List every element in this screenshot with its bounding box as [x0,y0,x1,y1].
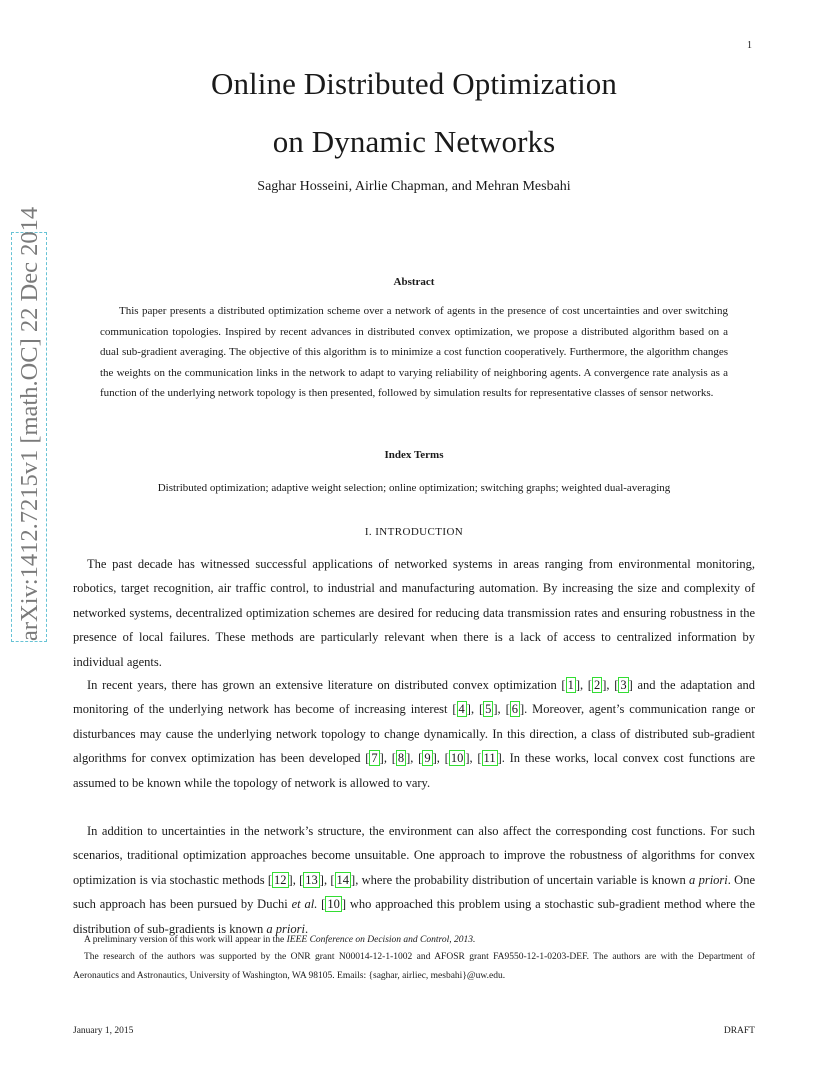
footnote-1-venue: IEEE Conference on Decision and Control, 2013. [286,935,476,945]
intro-p3-text-b: , where the probability distribution of uncertain variable is known [355,872,690,887]
footnote-1-text: A preliminary version of this work will appear in the [84,935,287,945]
citation-link-9[interactable]: 9 [424,751,431,766]
intro-p3-a-priori-1: a priori [689,872,728,887]
intro-p2-text-b: and the adaptation and monitoring of the underlying network has become of increasing interest [73,678,756,717]
citation-link-7[interactable]: 7 [371,751,378,766]
intro-p2-text-d: . In these works, local convex cost functions are assumed to be known while the topology of network is allowed to vary. [73,751,756,790]
paper-title-line-1: Online Distributed Optimization [210,66,618,101]
citation-link-11[interactable]: 11 [483,751,496,766]
intro-paragraph-3: In addition to uncertainties in the network’s structure, the environment can also affect the corresponding cost functions. For such scenarios, traditional optimization approaches become unsuitable. One approach to improve the robustness of algorithms for convex optimization is via stochastic methods [ 12 ], [ 13 ], [ 14 ], where the probability distribution of uncertain variable is known a priori. One such approach has been pursued by Duchi et al. [ 10 ] who approached this problem using a stochastic sub-gradient method where the distribution of sub-gradients is known a priori. [73,824,756,936]
footnote-funding: The research of the authors was supported by the ONR grant N00014-12-1-1002 and AFOSR grant FA9550-12-1-0203-DEF. The authors are with the Department of Aeronautics and Astronautics, University of Washington, WA 98105. Emails: {saghar, airliec, mesbahi}@uw.edu. [73,952,755,981]
citation-link-8[interactable]: 8 [397,751,405,766]
intro-p3-text-a: In addition to uncertainties in the network’s structure, the environment can also affect the corresponding cost functions. For such scenarios, traditional optimization approaches become unsuitable. One approach to improve the robustness of algorithms for convex optimization is via stochastic methods [73,824,755,887]
citation-link-10[interactable]: 10 [450,751,464,766]
intro-p2-text-a: In recent years, there has grown an extensive literature on distributed convex optimization [87,678,562,692]
citation-link-3[interactable]: 3 [620,678,627,692]
page-number: 1 [747,40,752,51]
paper-title-line-2: on Dynamic Networks [272,124,556,159]
section-heading-introduction [0,526,828,538]
abstract-body: This paper presents a distributed optimization scheme over a network of agents in the presence of cost uncertainties and over switching communication topologies. Inspired by recent advances in distributed convex optimization, we propose a distributed algorithm based on a dual sub-gradient averaging. The objective of this algorithm is to minimize a cost function cooperatively. Furthermore, the algorithm changes the weights on the communication links in the network to adapt to varying reliability of neighboring agents. A convergence rate analysis as a function of the underlying network topology is then presented, followed by simulation results for representative classes of sensor networks. [100,305,728,399]
citation-link-14[interactable]: 14 [336,872,350,887]
intro-p3-et-al: et al. [291,897,318,912]
citation-link-4[interactable]: 4 [458,702,465,717]
citation-link-10-second[interactable]: 10 [327,897,340,912]
citation-link-2[interactable]: 2 [593,678,601,692]
footnote-preliminary-version [73,931,755,950]
citation-link-13[interactable]: 13 [305,872,318,887]
footer-draft-label: DRAFT [723,1026,755,1036]
index-terms-heading: Index Terms [384,449,444,461]
section-title-text: INTRODUCTION [375,526,464,538]
intro-p3-text-f: who approached this problem using a stochastic sub-gradient method where the distribution of sub-gradients is known [73,897,756,936]
intro-p3-text-h: . [304,921,309,936]
citation-link-5[interactable]: 5 [485,702,492,717]
citation-link-6[interactable]: 6 [511,702,518,717]
index-terms-body: Distributed optimization; adaptive weight selection; online optimization; switching graphs; weighted dual-averaging [157,482,671,494]
intro-paragraph-2: In recent years, there has grown an extensive literature on distributed convex optimization [ 1 ], [ 2 ], [ 3 ] and the adaptation and monitoring of the underlying network has become of increasing interest [ 4 ], [ 5 ], [ 6 ]. Moreover, agent’s communication range or disturbances may cause the underlying network topology to change dynamically. In this direction, a class of distributed sub-gradient algorithms for convex optimization has been developed [ 7 ], [ 8 ], [ 9 ], [ 10 ], [ 11 ]. In these works, local convex cost functions are assumed to be known while the topology of network is allowed to vary. [73,678,756,790]
citation-link-1[interactable]: 1 [567,678,574,692]
intro-p2-text-c: . Moreover, agent’s communication range or disturbances may cause the underlying network topology to change dynamically. In this direction, a class of distributed sub-gradient algorithms for convex optimization has been developed [73,702,755,766]
intro-paragraph-1: The past decade has witnessed successful applications of networked systems in areas ranging from environmental monitoring, robotics, target recognition, air traffic control, to industrial and manufacturing automation. By increasing the size and complexity of networked systems, decentralized optimization schemes are desired for reducing data transmission rates and ensuring robustness in the presence of local failures. These methods are particularly relevant when there is a lack of access to centralized information by individual agents. [73,557,755,669]
paper-authors: Saghar Hosseini, Airlie Chapman, and Mehran Mesbahi [257,179,571,194]
abstract-heading: Abstract [393,276,435,288]
arxiv-stamp[interactable]: arXiv:1412.7215v1 [math.OC] 22 Dec 2014 [11,232,47,642]
footer-date: January 1, 2015 [73,1026,134,1036]
citation-link-12[interactable]: 12 [274,872,287,887]
intro-p3-text-d: . One such approach has been pursued by Duchi [73,872,756,912]
intro-p3-a-priori-2: a priori [266,921,305,936]
section-number: I. [364,526,373,538]
